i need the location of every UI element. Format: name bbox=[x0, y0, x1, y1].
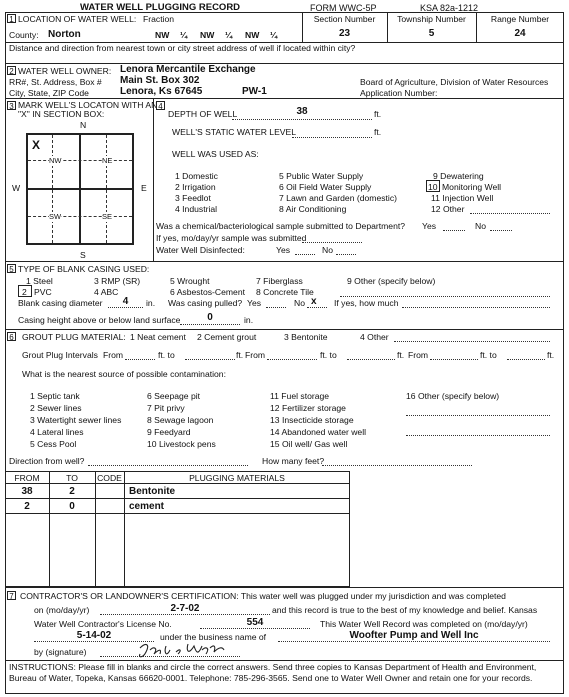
grout-neat-cement[interactable]: 1 Neat cement bbox=[130, 332, 186, 342]
use-domestic[interactable]: 1 Domestic bbox=[175, 171, 218, 181]
section-1-number: 1 bbox=[7, 14, 16, 23]
casing-asbestos[interactable]: 6 Asbestos-Cement bbox=[170, 287, 245, 297]
contam-livestock-pens[interactable]: 10 Livestock pens bbox=[147, 439, 216, 449]
interval-1-from: From bbox=[103, 350, 124, 360]
interval-2-from: From bbox=[245, 350, 266, 360]
instructions-text: INSTRUCTIONS: Please fill in blanks and circle the correct answers. Send three copies to Kansas Department of Health and Environment, Bureau of Water, Topeka, Kansas 66620-0001. Telephone: 785-296-3565. Send one to Water Well Owner and retain one for your records. bbox=[9, 662, 537, 683]
mark-label-2: "X" IN SECTION BOX: bbox=[18, 109, 105, 119]
static-level-unit: ft. bbox=[374, 127, 382, 137]
section-5-number: 5 bbox=[7, 264, 16, 273]
interval-3-from: From bbox=[408, 350, 429, 360]
table-header-to: TO bbox=[66, 473, 78, 483]
mark-label-1: MARK WELL'S LOCATON WITH AN bbox=[18, 100, 158, 110]
casing-other[interactable]: 9 Other (specify below) bbox=[347, 276, 436, 286]
grout-label: GROUT PLUG MATERIAL: bbox=[22, 332, 126, 342]
table-row-2-to: 0 bbox=[69, 501, 75, 512]
form-number: FORM WWC-5P bbox=[310, 3, 377, 13]
disinfected-yes[interactable]: Yes bbox=[276, 245, 291, 255]
used-as-label: WELL WAS USED AS: bbox=[172, 149, 259, 159]
use-industrial[interactable]: 4 Industrial bbox=[175, 204, 218, 214]
quarter-2: ¼ bbox=[225, 30, 233, 40]
owner-label: WATER WELL OWNER: bbox=[18, 66, 112, 76]
table-row-1-from: 38 bbox=[21, 486, 33, 497]
interval-1-ft: ft. bbox=[236, 350, 244, 360]
disinfected-no[interactable]: No bbox=[322, 245, 333, 255]
use-10-number: 10 bbox=[428, 182, 438, 192]
address-label: RR#, St. Address, Box # bbox=[9, 77, 102, 87]
casing-height-value: 0 bbox=[207, 312, 213, 323]
contam-fuel-storage[interactable]: 11 Fuel storage bbox=[270, 391, 330, 401]
use-monitoring-well[interactable]: Monitoring Well bbox=[442, 182, 502, 192]
certification-text-1: CONTRACTOR'S OR LANDOWNER'S CERTIFICATION: This water well was plugged under my jurisdiction and was completed bbox=[20, 591, 506, 601]
static-level-label: WELL'S STATIC WATER LEVEL bbox=[172, 127, 297, 137]
fraction-nw-3: NW bbox=[245, 30, 260, 40]
license-value: 554 bbox=[246, 617, 264, 628]
section-2-number: 2 bbox=[7, 66, 16, 75]
grout-bentonite[interactable]: 3 Bentonite bbox=[284, 332, 328, 342]
chem-no[interactable]: No bbox=[475, 221, 486, 231]
contam-fertilizer-storage[interactable]: 12 Fertilizer storage bbox=[270, 403, 346, 413]
section-number-label: Section Number bbox=[313, 14, 376, 24]
direction-label: Direction from well? bbox=[9, 456, 85, 466]
casing-height-unit: in. bbox=[244, 315, 254, 325]
disinfected-label: Water Well Disinfected: bbox=[156, 245, 245, 255]
compass-e: E bbox=[141, 183, 147, 193]
compass-w: W bbox=[12, 183, 21, 193]
fraction-nw-1: NW bbox=[155, 30, 170, 40]
distance-label: Distance and direction from nearest town or city street address of well if located within city? bbox=[9, 43, 356, 53]
contam-seepage-pit[interactable]: 6 Seepage pit bbox=[147, 391, 201, 401]
quadrant-sw: SW bbox=[49, 212, 62, 221]
casing-type-label: TYPE OF BLANK CASING USED: bbox=[18, 264, 150, 274]
use-oil-field[interactable]: 6 Oil Field Water Supply bbox=[279, 182, 372, 192]
ksa-number: KSA 82a-1212 bbox=[420, 3, 479, 13]
signature-label: by (signature) bbox=[34, 647, 87, 657]
use-irrigation[interactable]: 2 Irrigation bbox=[175, 182, 216, 192]
section-3-number: 3 bbox=[7, 101, 16, 110]
compass-n: N bbox=[80, 120, 87, 130]
table-header-code: CODE bbox=[97, 473, 122, 483]
feet-label: How many feet? bbox=[262, 456, 325, 466]
township-label: Township Number bbox=[397, 14, 466, 24]
diameter-label: Blank casing diameter bbox=[18, 298, 103, 308]
business-name: Woofter Pump and Well Inc bbox=[349, 630, 479, 641]
section-value: 23 bbox=[338, 28, 351, 39]
table-row-1-material: Bentonite bbox=[129, 486, 176, 497]
completed-on-label: on (mo/day/yr) bbox=[34, 605, 90, 615]
quadrant-ne: NE bbox=[102, 156, 113, 165]
contam-sewage-lagoon[interactable]: 8 Sewage lagoon bbox=[147, 415, 214, 425]
address-value: Main St. Box 302 bbox=[120, 75, 200, 86]
contam-sewer-lines[interactable]: 2 Sewer lines bbox=[30, 403, 82, 413]
diameter-value: 4 bbox=[122, 296, 129, 307]
chem-sample-question: Was a chemical/bacteriological sample submitted to Department? bbox=[156, 221, 406, 231]
how-much-label: If yes, how much bbox=[334, 298, 399, 308]
table-header-materials: PLUGGING MATERIALS bbox=[189, 473, 285, 483]
use-injection-well[interactable]: 11 Injection Well bbox=[431, 193, 494, 203]
casing-height-label: Casing height above or below land surface bbox=[18, 315, 181, 325]
county-label: County: bbox=[9, 30, 39, 40]
pulled-no[interactable]: No bbox=[294, 298, 305, 308]
certification-text-2: and this record is true to the best of my knowledge and belief. Kansas bbox=[272, 605, 538, 615]
casing-concrete[interactable]: 8 Concrete Tile bbox=[256, 287, 314, 297]
city-value: Lenora, Ks 67645 bbox=[120, 86, 203, 97]
intervals-label: Grout Plug Intervals bbox=[22, 350, 98, 360]
casing-2-number: 2 bbox=[22, 287, 27, 297]
diameter-unit: in. bbox=[146, 298, 156, 308]
fraction-label: Fraction bbox=[143, 14, 175, 24]
contam-pit-privy[interactable]: 7 Pit privy bbox=[147, 403, 185, 413]
contam-cess-pool[interactable]: 5 Cess Pool bbox=[30, 439, 77, 449]
table-row-2-material: cement bbox=[129, 501, 165, 512]
range-label: Range Number bbox=[490, 14, 550, 24]
use-dewatering[interactable]: 9 Dewatering bbox=[433, 171, 484, 181]
contam-watertight-sewer[interactable]: 3 Watertight sewer lines bbox=[30, 415, 122, 425]
contam-lateral-lines[interactable]: 4 Lateral lines bbox=[30, 427, 84, 437]
completed-date: 2-7-02 bbox=[170, 603, 200, 614]
record-completed-date: 5-14-02 bbox=[76, 630, 112, 641]
fraction-nw-2: NW bbox=[200, 30, 215, 40]
interval-2-to: ft. to bbox=[320, 350, 337, 360]
depth-unit: ft. bbox=[374, 109, 382, 119]
depth-value: 38 bbox=[296, 106, 308, 117]
grout-other[interactable]: 4 Other bbox=[360, 332, 389, 342]
range-value: 24 bbox=[514, 28, 526, 39]
sample-date-label: If yes, mo/day/yr sample was submitted bbox=[156, 233, 307, 243]
contam-oil-gas-well[interactable]: 15 Oil well/ Gas well bbox=[270, 439, 348, 449]
city-label: City, State, ZIP Code bbox=[9, 88, 89, 98]
contam-abandoned-well[interactable]: 14 Abandoned water well bbox=[270, 427, 367, 437]
casing-abc[interactable]: 4 ABC bbox=[94, 287, 119, 297]
section-4-number: 4 bbox=[156, 101, 165, 110]
casing-rmp[interactable]: 3 RMP (SR) bbox=[94, 276, 141, 286]
certification-text-3: This Water Well Record was completed on (mo/day/yr) bbox=[320, 619, 528, 629]
contam-insecticide-storage[interactable]: 13 Insecticide storage bbox=[270, 415, 354, 425]
board-label: Board of Agriculture, Division of Water Resources bbox=[360, 77, 549, 87]
table-row-1-to: 2 bbox=[69, 486, 75, 497]
use-other[interactable]: 12 Other bbox=[431, 204, 465, 214]
quadrant-nw: NW bbox=[49, 156, 62, 165]
casing-pvc[interactable]: PVC bbox=[34, 287, 52, 297]
well-location-x: X bbox=[32, 138, 41, 152]
section-7-number: 7 bbox=[7, 591, 16, 600]
signature-image bbox=[136, 640, 226, 662]
business-label: under the business name of bbox=[160, 632, 267, 642]
section-6-number: 6 bbox=[7, 332, 16, 341]
casing-steel[interactable]: 1 Steel bbox=[26, 276, 53, 286]
casing-wrought[interactable]: 5 Wrought bbox=[170, 276, 210, 286]
interval-3-ft: ft. bbox=[547, 350, 555, 360]
pulled-label: Was casing pulled? bbox=[168, 298, 243, 308]
interval-2-ft: ft. bbox=[397, 350, 405, 360]
table-header-from: FROM bbox=[14, 473, 40, 483]
use-lawn-garden[interactable]: 7 Lawn and Garden (domestic) bbox=[279, 193, 397, 203]
license-label: Water Well Contractor's License No. bbox=[34, 619, 172, 629]
contam-septic-tank[interactable]: 1 Septic tank bbox=[30, 391, 80, 401]
interval-3-to: ft. to bbox=[480, 350, 497, 360]
quarter-3: ¼ bbox=[270, 30, 278, 40]
application-label: Application Number: bbox=[360, 88, 438, 98]
grout-cement-grout[interactable]: 2 Cement grout bbox=[197, 332, 257, 342]
owner-value: Lenora Mercantile Exchange bbox=[120, 64, 256, 75]
form-title: WATER WELL PLUGGING RECORD bbox=[79, 2, 241, 13]
use-public-water[interactable]: 5 Public Water Supply bbox=[279, 171, 364, 181]
chem-yes[interactable]: Yes bbox=[422, 221, 437, 231]
pw-value: PW-1 bbox=[242, 86, 267, 97]
interval-1-to: ft. to bbox=[158, 350, 175, 360]
contamination-label: What is the nearest source of possible contamination: bbox=[22, 369, 226, 379]
location-label: LOCATION OF WATER WELL: bbox=[18, 14, 137, 24]
county-value: Norton bbox=[48, 29, 81, 40]
quadrant-se: SE bbox=[102, 212, 113, 221]
casing-fiberglass[interactable]: 7 Fiberglass bbox=[256, 276, 303, 286]
contam-feedyard[interactable]: 9 Feedyard bbox=[147, 427, 191, 437]
use-air-conditioning[interactable]: 8 Air Conditioning bbox=[279, 204, 347, 214]
township-value: 5 bbox=[428, 28, 435, 39]
use-feedlot[interactable]: 3 Feedlot bbox=[175, 193, 211, 203]
compass-s: S bbox=[80, 250, 86, 260]
contam-other[interactable]: 16 Other (specify below) bbox=[406, 391, 500, 401]
quarter-1: ¼ bbox=[180, 30, 188, 40]
depth-label: DEPTH OF WELL bbox=[168, 109, 238, 119]
pulled-no-mark: x bbox=[311, 296, 317, 307]
table-row-2-from: 2 bbox=[24, 501, 30, 512]
pulled-yes[interactable]: Yes bbox=[247, 298, 262, 308]
